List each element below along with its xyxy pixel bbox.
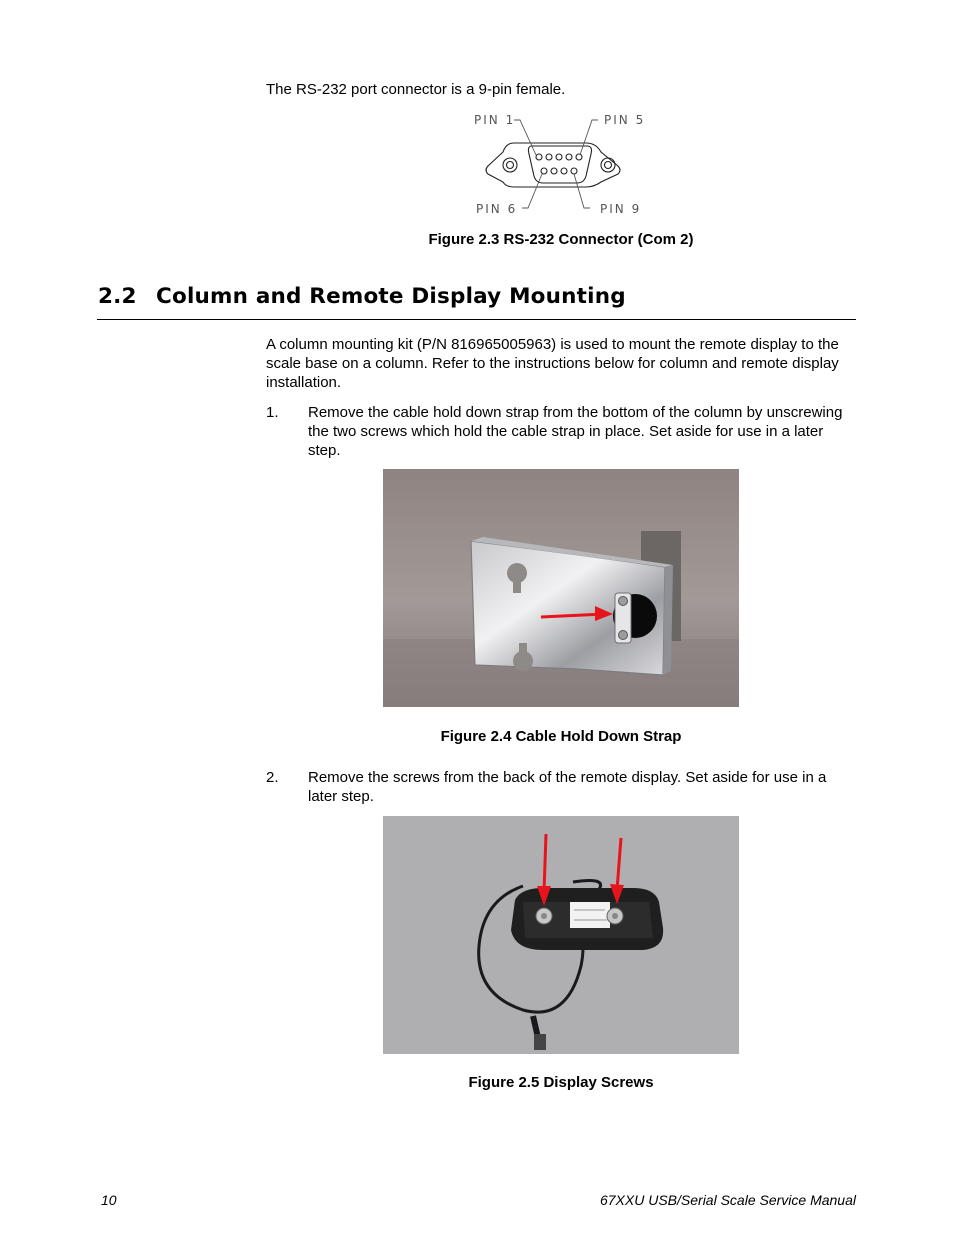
pin9-label: PIN 9 <box>600 202 642 216</box>
step-2-text: Remove the screws from the back of the remote display. Set aside for use in a later step. <box>308 769 827 805</box>
section-number: 2.2 <box>98 284 137 309</box>
rs232-connector-diagram <box>470 108 660 220</box>
figure-2-4-caption: Figure 2.4 Cable Hold Down Strap <box>440 728 682 745</box>
footer-manual-title: 67XXU USB/Serial Scale Service Manual <box>599 1192 856 1208</box>
pin6-label: PIN 6 <box>476 202 518 216</box>
pin5-label: PIN 5 <box>604 113 646 127</box>
rs232-intro-text: The RS-232 port connector is a 9-pin female. <box>266 81 566 98</box>
figure-2-5-caption: Figure 2.5 Display Screws <box>468 1074 654 1091</box>
section-title: Column and Remote Display Mounting <box>156 284 626 309</box>
section-paragraph: A column mounting kit (P/N 816965005963) is used to mount the remote display to the scale base on a column. Refer to the instructions below for column and remote display installation. <box>266 336 839 391</box>
figure-2-3-caption: Figure 2.3 RS-232 Connector (Com 2) <box>428 231 694 248</box>
step-1-text: Remove the cable hold down strap from the bottom of the column by unscrewing the two screws which hold the cable strap in place. Set aside for use in a later step. <box>308 404 843 459</box>
footer-page-number: 10 <box>101 1192 117 1208</box>
section-heading <box>98 284 626 309</box>
step-1-number: 1. <box>266 404 279 421</box>
step-2-number: 2. <box>266 769 279 786</box>
display-screws-photo <box>383 816 739 1054</box>
cable-hold-down-strap-photo <box>383 469 739 707</box>
section-rule <box>97 319 856 320</box>
pin1-label: PIN 1 <box>474 113 516 127</box>
